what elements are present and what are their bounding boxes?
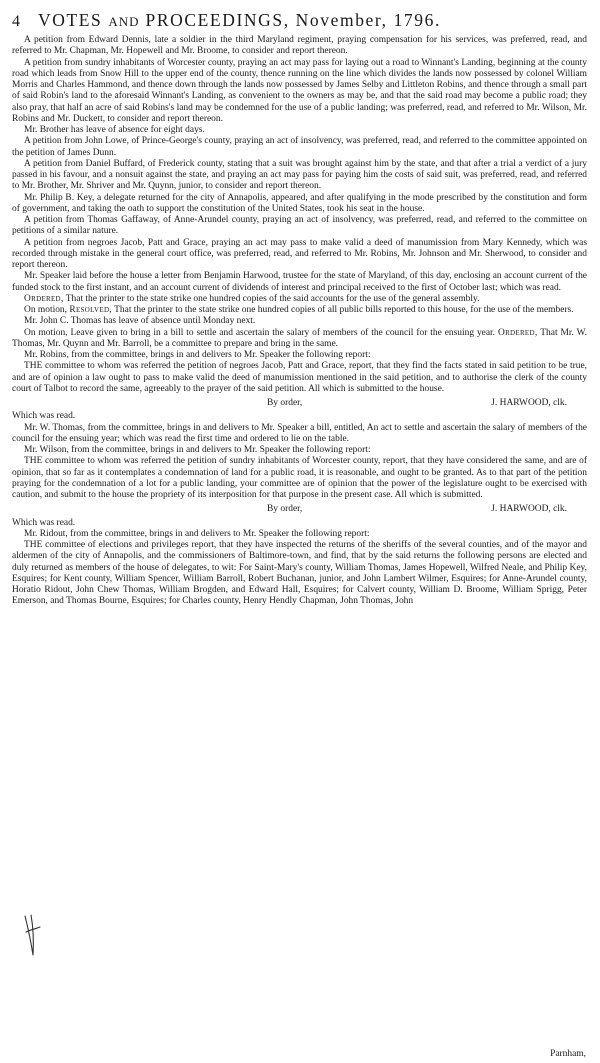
paragraph	[12, 125, 587, 136]
clerk-name: J. HARWOOD, clk.	[491, 398, 567, 408]
paragraph-text: A petition from Edward Dennis, late a soldier in the third Maryland regiment, praying compensation for his services, was preferred, read, and referred to Mr. Chapman, Mr. Hopewell and Mr. Broome, to consider and report thereon.	[12, 35, 587, 57]
paragraph-text: That Mr. W. Thomas, Mr. Quynn and Mr. Barroll, be a committee to prepare and bring in the same.	[12, 327, 587, 349]
paragraph	[12, 238, 587, 272]
paragraph	[12, 328, 587, 351]
paragraph	[12, 423, 587, 446]
paragraph-prefix: On motion, Leave given to bring in a bill to settle and ascertain the salary of members of the council for the ensuing year.	[24, 327, 498, 338]
paragraph	[12, 215, 587, 238]
paragraph-text: Mr. Speaker laid before the house a letter from Benjamin Harwood, trustee for the state of Maryland, of this day, enclosing an account current of the funded stock to the first instant, and an account current of dividends of interest and principal received to the first of October last; which was read.	[12, 271, 587, 293]
signature-line	[12, 398, 587, 409]
paragraph-text: A petition from Thomas Gaffaway, of Anne-Arundel county, praying an act of insolvency, was preferred, read, and referred to the committee on petitions of a similar nature.	[12, 215, 587, 237]
page-header	[12, 10, 587, 31]
paragraph	[12, 350, 587, 361]
paragraph-text: Mr. Wilson, from the committee, brings in and delivers to Mr. Speaker the following report:	[24, 445, 371, 455]
paragraph	[12, 361, 587, 395]
paragraph-text: That the printer to the state strike one hundred copies of the said accounts for the use of the general assembly.	[63, 293, 480, 304]
paragraph	[12, 445, 587, 456]
paragraph-text: Mr. Philip B. Key, a delegate returned for the city of Annapolis, appeared, and after qualifying in the mode prescribed by the constitution and form of government, and taking the oath to support the constitution of the United States, took his seat in the house.	[12, 192, 587, 214]
title-votes: VOTES	[38, 10, 103, 30]
paragraph	[12, 271, 587, 294]
paragraph-lead-word: Resolved,	[69, 305, 112, 315]
by-order: By order,	[267, 504, 303, 515]
paragraph-text: Which was read.	[12, 517, 76, 528]
by-order: By order,	[267, 398, 303, 408]
paragraph	[12, 58, 587, 126]
paragraph-text: A petition from Daniel Buffard, of Frederick county, stating that a suit was brought against him by the state, and that after a trial a verdict of a jury passed in his favour, and a nonsuit against the state, and praying an act may pass for paying him the costs of said suit, was preferred, read, and referred to Mr. Brother, Mr. Shriver and Mr. Quynn, junior, to consider and report thereon.	[12, 158, 587, 192]
paragraph	[12, 159, 587, 193]
paragraph-lead-word: Ordered,	[24, 293, 64, 304]
paragraph	[12, 316, 587, 327]
paragraph-text: A petition from sundry inhabitants of Worcester county, praying an act may pass for laying out a road to Winnant's Landing, beginning at the county road which leads from Snow Hill to the upper end of the county, thence running on the line which divides the lands now possessed by colonel William Morris and Charles Hammond, and thence down through the lands now possessed by James Selby and Littleton Robins, and thence through a small part of said Robin's land to the aforesaid Winnant's Landing, as convenient to the owners as may be, and that the said road may become a public road; they also pray, that half an acre of said Robins's land may be condemned for the use of a public landing; was preferred, read, and referred to Mr. Wilson, Mr. Robins and Mr. Duckett, to consider and report thereon.	[12, 57, 587, 124]
signature-line	[12, 504, 587, 515]
paragraph	[12, 411, 587, 422]
paragraph-prefix: On motion,	[24, 305, 70, 315]
title-proceedings: PROCEEDINGS,	[145, 10, 290, 30]
page-number: 4	[12, 13, 20, 30]
paragraph-text: THE committee to whom was referred the petition of negroes Jacob, Patt and Grace, report, that they find the facts stated in said petition to be true, and are of opinion a law ought to pass to make valid the deed of manumission mentioned in the said petition, and to authorise the clerk of the county court of Talbot to record the same, agreeably to the prayer of the said petition. All which is submitted to the house.	[12, 361, 587, 394]
paragraph	[12, 540, 587, 608]
paragraph-text: Mr. Ridout, from the committee, brings in and delivers to Mr. Speaker the following report:	[24, 528, 370, 539]
paragraph	[12, 529, 587, 540]
paragraph	[12, 294, 587, 305]
paragraph	[12, 35, 587, 58]
running-title	[38, 10, 441, 31]
paragraph-text: Which was read.	[12, 411, 76, 422]
catchword: Parnham,	[550, 1049, 586, 1059]
title-and: AND	[108, 14, 140, 29]
paragraph	[12, 518, 587, 529]
paragraph-text: THE committee to whom was referred the petition of sundry inhabitants of Worcester county, report, that they have considered the same, and are of opinion, that so far as it contemplates a condemnation of land for a public road, it is reasonable, and ought to be granted. As to that part of the petition praying for the condemnation of a lot for a public landing, your committee are of opinion that the power of the legislature ought to be exercised with caution, and submit to the house the propriety of its interposition for that purpose in the present case. All which is submitted.	[12, 456, 587, 500]
title-date: November, 1796.	[295, 10, 441, 30]
paragraph-text: Mr. John C. Thomas has leave of absence until Monday next.	[24, 316, 256, 327]
paragraph	[12, 193, 587, 216]
paragraph-text: Mr. W. Thomas, from the committee, brings in and delivers to Mr. Speaker a bill, entitled, An act to settle and ascertain the salary of members of the council for the ensuing year; which was read the first time and ordered to lie on the table.	[12, 422, 587, 444]
paragraph-text: Mr. Brother has leave of absence for eight days.	[24, 125, 205, 135]
paragraph-text: THE committee of elections and privileges report, that they have inspected the returns of the sheriffs of the several counties, and of the mayor and aldermen of the city of Annapolis, and the commissioners of Baltimore-town, and find, that by the said returns the following persons are elected and duly returned as members of the house of delegates, to wit: For Saint-Mary's county, William Thomas, James Hopewell, Wilfred Neale, and Philip Key, Esquires; for Kent county, William Spencer, William Barroll, Robert Buchanan, junior, and John Lambert Wilmer, Esquires; for Anne-Arundel county, Horatio Ridout, John Chew Thomas, William Brogden, and Edward Hall, Esquires; for Calvert county, William D. Broome, William Sprigg, Peter Emerson, and Thomas Bourne, Esquires; for Charles county, Henry Hendly Chapman, John Thomas, John	[12, 540, 587, 607]
paragraph-text: Mr. Robins, from the committee, brings in and delivers to Mr. Speaker the following report:	[24, 350, 371, 360]
handwritten-mark-icon	[22, 912, 44, 958]
paragraph-group-2	[12, 411, 587, 501]
paragraph-group-1	[12, 35, 587, 395]
paragraph-text: That the printer to the state strike one hundred copies of all public bills reported to this house, for the use of the members.	[111, 305, 574, 315]
paragraph-text: A petition from negroes Jacob, Patt and Grace, praying an act may pass to make valid a deed of manumission from Mary Kennedy, which was recorded through mistake in the general court office, was preferred, read, and referred to Mr. Robins, Mr. Johnson and Mr. Sherwood, to consider and report thereon.	[12, 237, 587, 270]
paragraph-text: A petition from John Lowe, of Prince-George's county, praying an act of insolvency, was preferred, read, and referred to the committee appointed on the petition of James Dunn.	[12, 136, 587, 158]
body-text	[12, 35, 587, 608]
paragraph	[12, 456, 587, 501]
paragraph	[12, 305, 587, 316]
paragraph	[12, 136, 587, 159]
paragraph-group-3	[12, 518, 587, 608]
paragraph-lead-word: Ordered,	[497, 327, 538, 338]
clerk-name: J. HARWOOD, clk.	[491, 504, 567, 515]
